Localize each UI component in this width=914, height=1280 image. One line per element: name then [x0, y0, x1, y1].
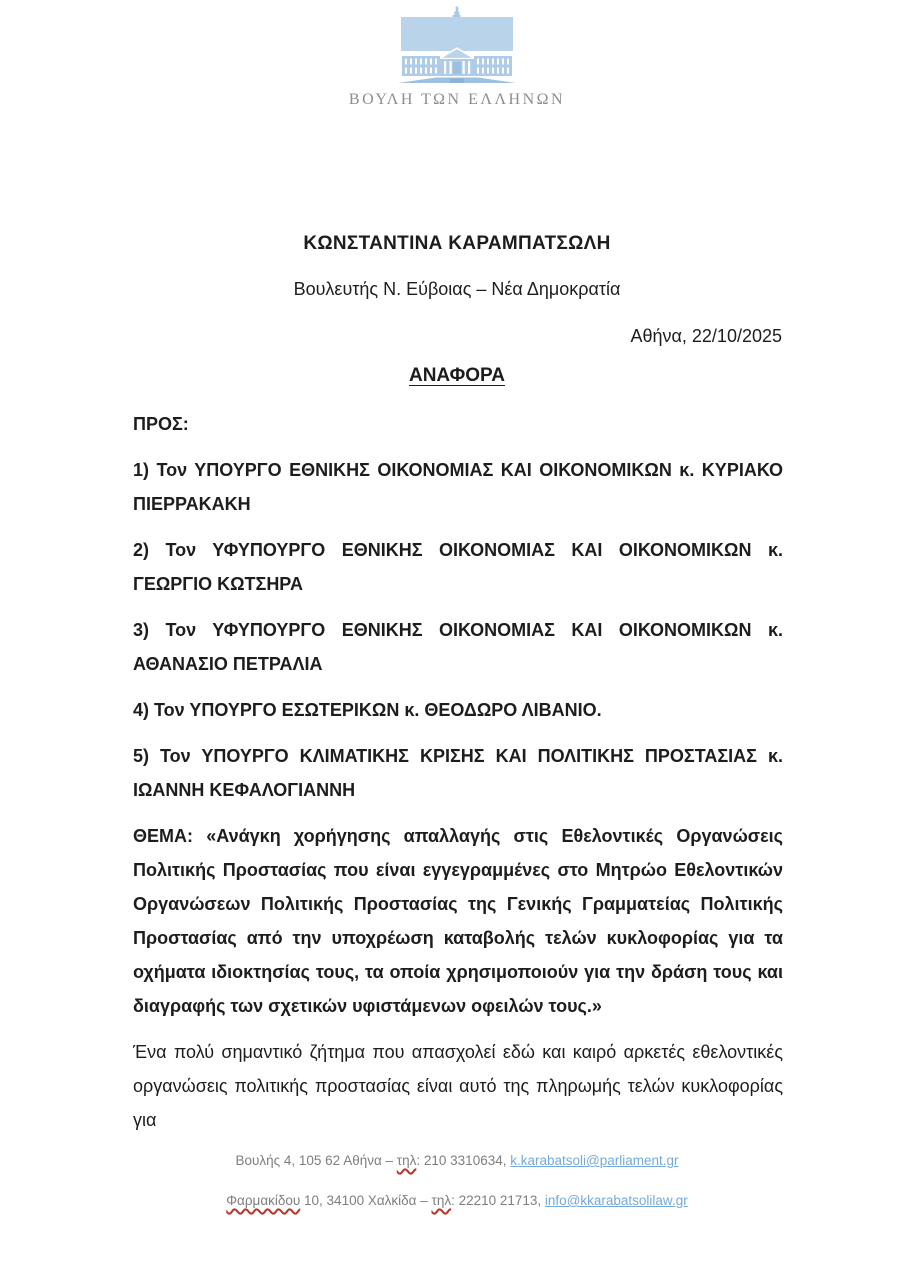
document-title: ΑΝΑΦΟΡΑ — [408, 365, 505, 386]
footer-email-parliament-link[interactable]: k.karabatsoli@parliament.gr — [510, 1153, 679, 1168]
body-paragraph: Ένα πολύ σημαντικό ζήτημα που απασχολεί εδώ και καιρό αρκετές εθελοντικές οργανώσεις πολιτικής προστασίας είναι αυτό της πληρωμής τελών κυκλοφορίας για — [133, 1042, 783, 1130]
footer-phone-athens: : 210 3310634, — [416, 1153, 511, 1168]
subject-paragraph: ΘΕΜΑ: «Ανάγκη χορήγησης απαλλαγής στις Εθελοντικές Οργανώσεις Πολιτικής Προστασίας που είναι εγγεγραμμένες στο Μητρώο Εθελοντικών Οργανώσεων Πολιτικής Προστασίας της Γενικής Γραμματείας Πολιτικής Προστασίας από την υποχρέωση καταβολής τελών κυκλοφορίας για τα οχήματα ιδιοκτησίας τους, τα οποία χρησιμοποιούν για την δράση τους και διαγραφής των σχετικών υφιστάμενων οφειλών τους.» — [133, 826, 783, 1016]
footer-tel-word: τηλ — [396, 1153, 417, 1168]
footer-address-athens: Βουλής 4, 105 62 Αθήνα – — [235, 1153, 397, 1168]
recipient-item: 3) Τον ΥΦΥΠΟΥΡΓΟ ΕΘΝΙΚΗΣ ΟΙΚΟΝΟΜΙΑΣ ΚΑΙ ΟΙΚΟΝΟΜΙΚΩΝ κ. ΑΘΑΝΑΣΙΟ ΠΕΤΡΑΛΙΑ — [133, 620, 783, 674]
recipient-item: 2) Τον ΥΦΥΠΟΥΡΓΟ ΕΘΝΙΚΗΣ ΟΙΚΟΝΟΜΙΑΣ ΚΑΙ ΟΙΚΟΝΟΜΙΚΩΝ κ. ΓΕΩΡΓΙΟ ΚΩΤΣΗΡΑ — [133, 540, 783, 594]
footer-phone-chalkida: : 22210 21713, — [451, 1193, 545, 1208]
footer-email-law-office-link[interactable]: info@kkarabatsolilaw.gr — [544, 1193, 688, 1208]
recipient-item: 5) Τον ΥΠΟΥΡΓΟ ΚΛΙΜΑΤΙΚΗΣ ΚΡΙΣΗΣ ΚΑΙ ΠΟΛΙΤΙΚΗΣ ΠΡΟΣΤΑΣΙΑΣ κ. ΙΩΑΝΝΗ ΚΕΦΑΛΟΓΙΑΝΝΗ — [133, 746, 783, 800]
document-title-wrap — [0, 365, 914, 387]
letterhead-logo — [0, 0, 914, 109]
author-role: Βουλευτής Ν. Εύβοιας – Νέα Δημοκρατία — [293, 279, 621, 299]
footer-street-word: Φαρμακίδου — [226, 1193, 301, 1208]
dateline: Αθήνα, 22/10/2025 — [630, 326, 782, 346]
footer-line-athens — [0, 1150, 914, 1172]
page-footer — [0, 1150, 914, 1230]
author-name: ΚΩΝΣΤΑΝΤΙΝΑ ΚΑΡΑΜΠΑΤΣΩΛΗ — [303, 233, 611, 254]
footer-tel-word: τηλ — [431, 1193, 452, 1208]
footer-address-chalkida: 10, 34100 Χαλκίδα – — [300, 1193, 432, 1208]
to-label: ΠΡΟΣ: — [133, 414, 189, 434]
parliament-caption: ΒΟΥΛΗ ΤΩΝ ΕΛΛΗΝΩΝ — [348, 91, 566, 108]
hellenic-parliament-building-icon — [396, 6, 518, 86]
recipient-item: 4) Τον ΥΠΟΥΡΓΟ ΕΣΩΤΕΡΙΚΩΝ κ. ΘΕΟΔΩΡΟ ΛΙΒΑΝΙΟ. — [133, 700, 602, 720]
footer-line-chalkida — [0, 1190, 914, 1212]
recipient-item: 1) Τον ΥΠΟΥΡΓΟ ΕΘΝΙΚΗΣ ΟΙΚΟΝΟΜΙΑΣ ΚΑΙ ΟΙΚΟΝΟΜΙΚΩΝ κ. ΚΥΡΙΑΚΟ ΠΙΕΡΡΑΚΑΚΗ — [133, 460, 783, 514]
document-body — [133, 407, 783, 1137]
